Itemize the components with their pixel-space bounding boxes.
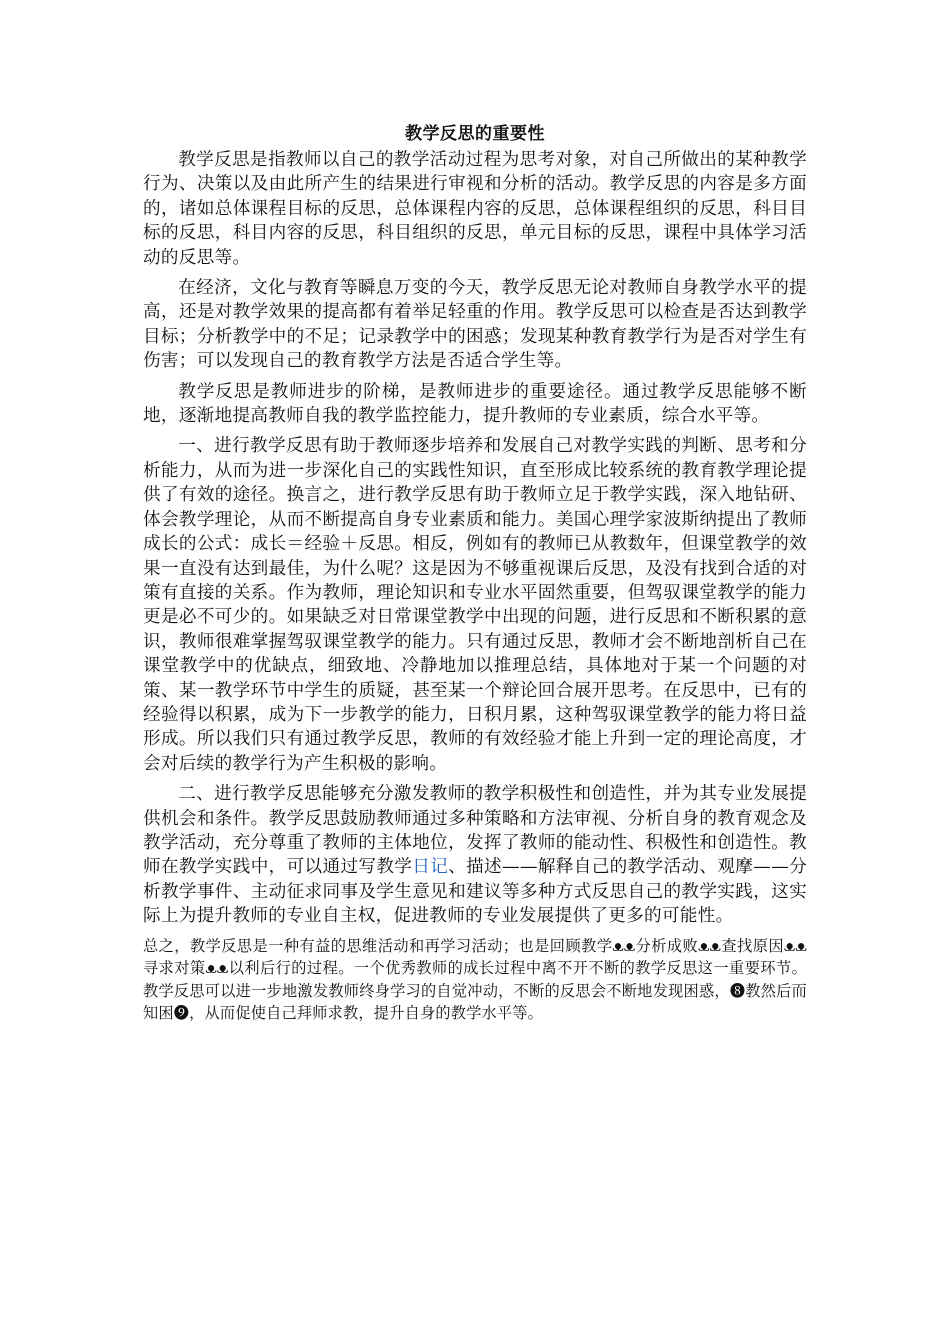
paragraph-point-one: 一、进行教学反思有助于教师逐步培养和发展自己对教学实践的判断、思考和分析能力，从而为进一步深化自己的实践性知识，直至形成比较系统的教育教学理论提供了有效的途径。换言之，进行教学反思有助于教师立足于教学实践，深入地钻研、体会教学理论，从而不断提高自身专业素质和能力。美国心理学家波斯纳提出了教师成长的公式：成长＝经验＋反思。相反，例如有的教师已从教数年，但课堂教学的效果一直没有达到最佳，为什么呢？这是因为不够重视课后反思，及没有找到合适的对策有直接的关系。作为教师，理论知识和专业水平固然重要，但驾驭课堂教学的能力更是必不可少的。如果缺乏对日常课堂教学中出现的问题，进行反思和不断积累的意识，教师很难掌握驾驭课堂教学的能力。只有通过反思，教师才会不断地剖析自己在课堂教学中的优缺点，细致地、冷静地加以推理总结，具体地对于某一个问题的对策、某一教学环节中学生的质疑，甚至某一个辩论回合展开思考。在反思中，已有的经验得以积累，成为下一步教学的能力，日积月累，这种驾驭课堂教学的能力将日益形成。所以我们只有通过教学反思，教师的有效经验才能上升到一定的理论高度，才会对后续的教学行为产生积极的影响。 bbox=[143, 436, 807, 774]
paragraph-progress: 教学反思是教师进步的阶梯，是教师进步的重要途径。通过教学反思能够不断地，逐渐地提高教师自我的教学监控能力，提升教师的专业素质，综合水平等。 bbox=[143, 381, 807, 427]
paragraph-point-two-text-end: 、描述——解释自己的教学活动、观摩——分析教学事件、主动征求同事及学生意见和建议等多种方式反思自己的教学实践，这实际上为提升教师的专业自主权，促进教师的专业发展提供了更多的可能性。 bbox=[143, 857, 807, 927]
paragraph-definition: 教学反思是指教师以自己的教学活动过程为思考对象，对自己所做出的某种教学行为、决策以及由此所产生的结果进行审视和分析的活动。教学反思的内容是多方面的，诸如总体课程目标的反思，总体课程内容的反思，总体课程组织的反思，科目目标的反思，科目内容的反思，科目组织的反思，单元目标的反思，课程中具体学习活动的反思等。 bbox=[143, 150, 807, 268]
paragraph-conclusion: 总之，教学反思是一种有益的思维活动和再学习活动；也是回顾教学ᴥᴥ分析成败ᴥᴥ查找原因ᴥᴥ寻求对策ᴥᴥ以利后行的过程。一个优秀教师的成长过程中离不开不断的教学反思这一重要环节。教学反思可以进一步地激发教师终身学习的自觉冲动，不断的反思会不断地发现困惑，❽教然后而知困❾，从而促使自己拜师求教，提升自身的教学水平等。 bbox=[143, 936, 807, 1023]
paragraph-importance: 在经济，文化与教育等瞬息万变的今天，教学反思无论对教师自身教学水平的提高，还是对教学效果的提高都有着举足轻重的作用。教学反思可以检查是否达到教学目标；分析教学中的不足；记录教学中的困惑；发现某种教育教学行为是否对学生有伤害；可以发现自己的教育教学方法是否适合学生等。 bbox=[143, 278, 807, 372]
paragraph-point-two-text-start: 二、进行教学反思能够充分激发教师的教学积极性和创造性，并为其专业发展提供机会和条件。教学反思鼓励教师通过多种策略和方法审视、分析自身的教育观念及教学活动，充分尊重了教师的主体地位，发挥了教师的能动性、积极性和创造性。教师在教学实践中，可以通过写教学 bbox=[143, 784, 807, 878]
document-title: 教学反思的重要性 bbox=[405, 124, 545, 144]
document-page bbox=[143, 122, 807, 1025]
diary-link[interactable]: 日记 bbox=[412, 857, 449, 878]
paragraph-point-two bbox=[143, 782, 807, 928]
